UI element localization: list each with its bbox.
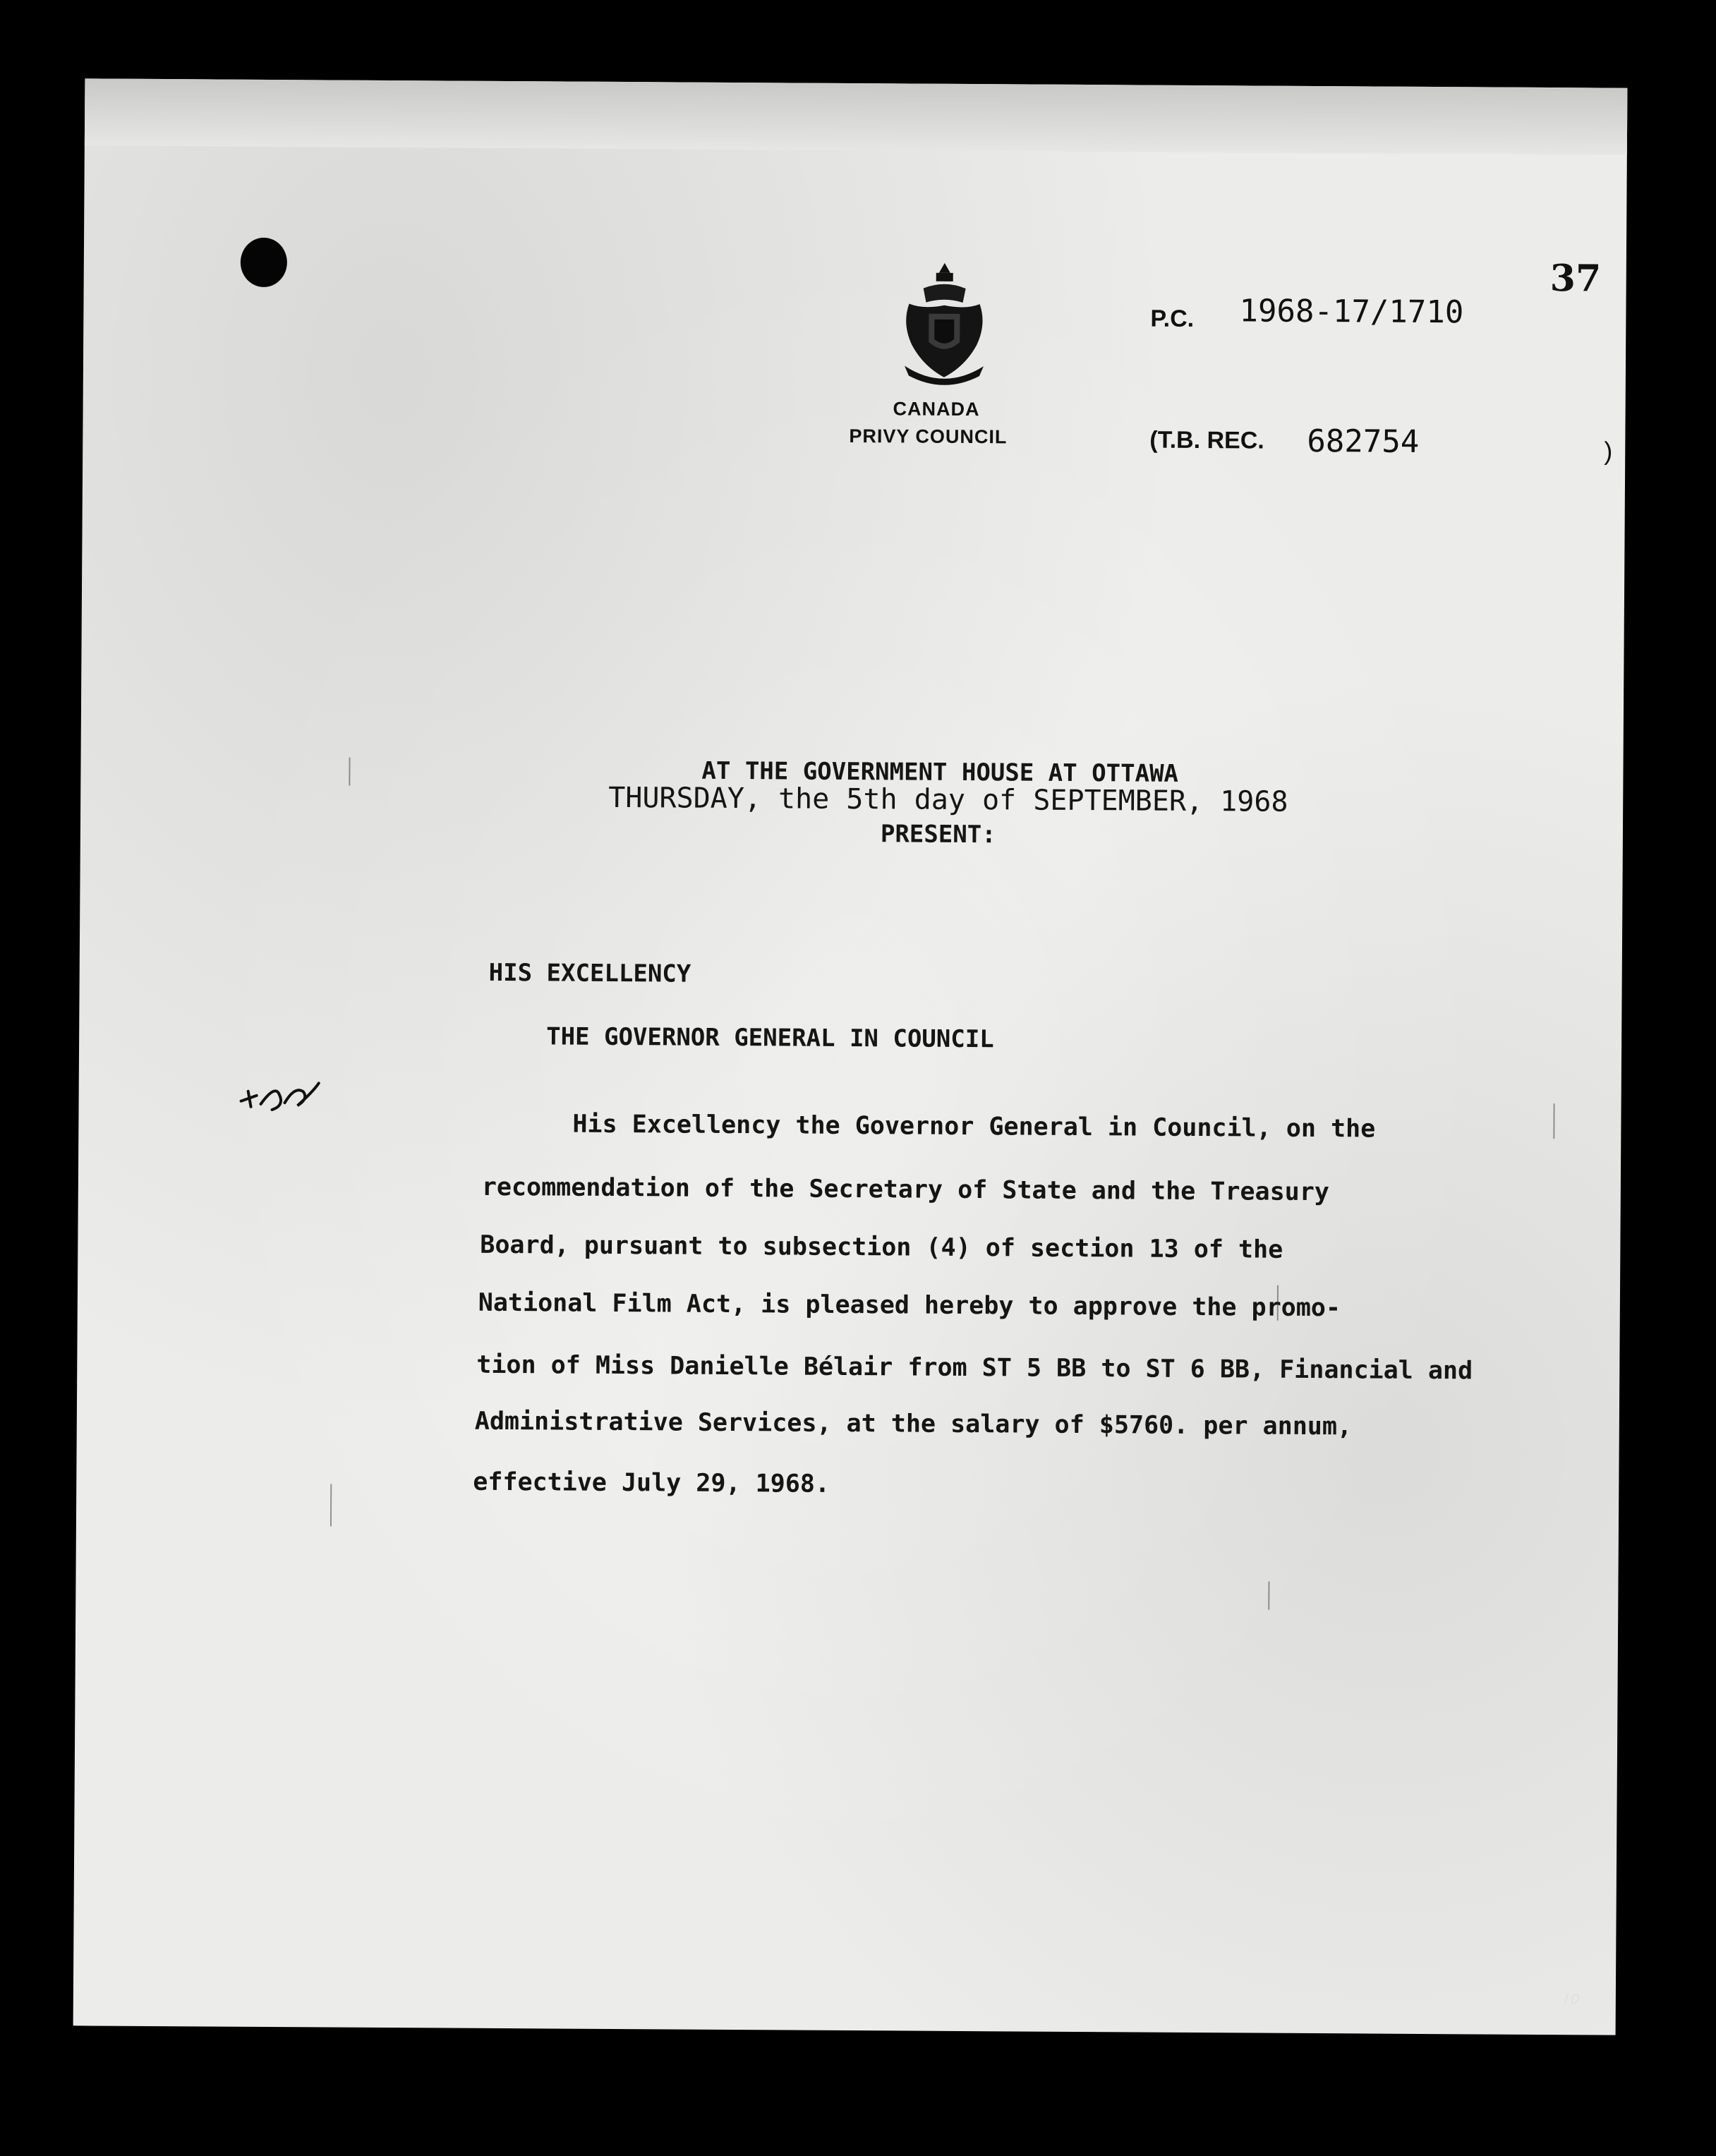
paper-mark [349, 758, 350, 786]
page-top-shading [85, 78, 1628, 155]
body-line: effective July 29, 1968. [473, 1467, 830, 1498]
document-page [73, 78, 1628, 2035]
addressee-line-2: THE GOVERNOR GENERAL IN COUNCIL [546, 1022, 994, 1054]
handwritten-initials [235, 1070, 327, 1120]
heading-date: THURSDAY, the 5th day of SEPTEMBER, 1968 [608, 781, 1288, 818]
body-line: His Excellency the Governor General in Council, on the [572, 1110, 1376, 1144]
body-line: tion of Miss Danielle Bélair from ST 5 BB to ST 6 BB, Financial and [476, 1350, 1473, 1386]
body-line: recommendation of the Secretary of State and the Treasury [481, 1173, 1330, 1207]
punch-hole [241, 238, 287, 287]
letterhead-body: PRIVY COUNCIL [849, 425, 1008, 448]
corner-pencil-mark [1562, 1991, 1583, 2006]
heading-present: PRESENT: [880, 820, 996, 849]
addressee-line-1: HIS EXCELLENCY [488, 958, 691, 988]
heading-location: AT THE GOVERNMENT HOUSE AT OTTAWA [701, 756, 1179, 788]
pc-label: P.C. [1150, 305, 1195, 332]
paper-mark [1277, 1285, 1279, 1321]
paper-mark [330, 1484, 332, 1527]
body-line: National Film Act, is pleased hereby to approve the promo- [478, 1288, 1341, 1323]
coat-of-arms-icon [895, 260, 994, 387]
paper-mark [1553, 1103, 1554, 1139]
tb-rec-number: 682754 [1307, 423, 1420, 460]
page-number: 37 [1549, 257, 1602, 301]
pc-number: 1968-17/1710 [1239, 293, 1464, 331]
body-line: Administrative Services, at the salary of $5760. per annum, [474, 1407, 1353, 1441]
paper-mark [1268, 1582, 1269, 1610]
body-line: Board, pursuant to subsection (4) of section 13 of the [480, 1230, 1283, 1264]
tb-rec-close-paren: ) [1604, 436, 1613, 466]
tb-rec-label: (T.B. REC. [1149, 426, 1264, 454]
letterhead-country: CANADA [893, 398, 980, 420]
